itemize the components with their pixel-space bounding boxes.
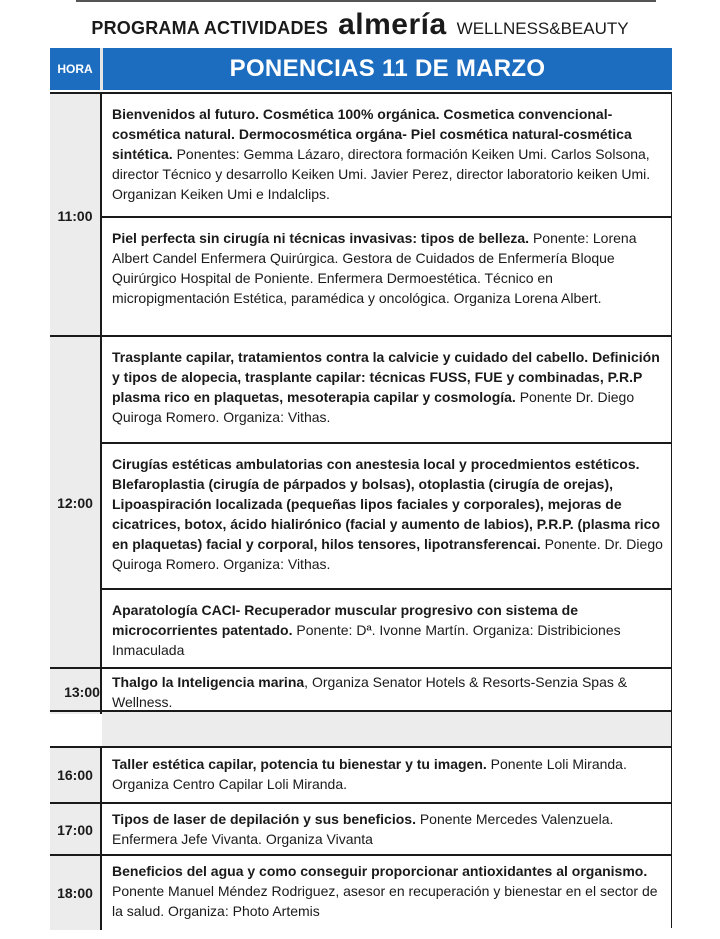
- session-title: Bienvenidos al futuro. Cosmética 100% orgánica. Cosmetica convencional-cosmética natural. Dermocosmética orgána- Piel cosmética natural-cosmética sintética.: [112, 106, 632, 162]
- session-list: [102, 94, 672, 337]
- session-title: Thalgo la Inteligencia marina: [112, 674, 305, 690]
- time-label: 16:00: [50, 748, 102, 802]
- time-slot-1200: [50, 335, 672, 669]
- session-details: Ponente Mercedes Valenzuela. Enfermera Jefe Vivanta. Organiza Vivanta: [112, 811, 614, 847]
- time-slot-1600: [50, 748, 672, 802]
- header-subtitle: WELLNESS&BEAUTY: [456, 19, 629, 38]
- session-details: Ponente Manuel Méndez Rodriguez, asesor en recuperación y bienestar en el sector de la salud. Organiza: Photo Artemis: [112, 883, 658, 919]
- session-details: Ponente: Dª. Ivonne Martín. Organiza: Distribiciones Inmaculada: [112, 622, 621, 658]
- top-rule: [76, 0, 656, 2]
- session-details: , Organiza Senator Hotels & Resorts-Senzia Spas & Wellness.: [112, 674, 628, 710]
- session-title: Aparatología CACI- Recuperador muscular progresivo con sistema de microcorrientes patentado.: [112, 602, 579, 638]
- time-slot-1700: [50, 802, 672, 856]
- session-details: Ponente: Lorena Albert Candel Enfermera Quirúrgica. Gestora de Cuidados de Enfermería Bloque Quirúrgico Hospital de Poniente. Enfermera Dermoestética. Técnico en micropigmentación Estética, paramédica y oncológica. Organiza Lorena Albert.: [112, 230, 637, 306]
- brand-logo: almería: [338, 8, 447, 41]
- session-list: [102, 337, 672, 669]
- session-item: [102, 94, 672, 218]
- time-slot-1300: [50, 667, 672, 714]
- session-title: Piel perfecta sin cirugía ni técnicas invasivas: tipos de belleza.: [112, 230, 530, 246]
- session-details: Ponente Dr. Diego Quiroga Romero. Organiza: Vithas.: [112, 389, 635, 425]
- session-item: [102, 669, 672, 712]
- session-details: Ponente Loli Miranda. Organiza Centro Capilar Loli Miranda.: [112, 756, 627, 792]
- session-item: [102, 804, 672, 854]
- session-details: Ponente. Dr. Diego Quiroga Romero. Organiza: Vithas.: [112, 536, 663, 572]
- time-label: 17:00: [50, 804, 102, 856]
- session-list: [102, 669, 672, 714]
- session-title: Cirugías estéticas ambulatorias con anestesia local y procedmientos estéticos. Blefaroplastia (cirugía de párpados y bolsas), otoplastia (cirugía de orejas), Lipoaspiración localizada (pequeñas lipos faciales y corporales), mejoras de cicatrices, botox, ácido hialirónico (facial y aumento de labios), P.R.P. (plasma rico en plaquetas) facial y corporal, hilos tensores, lipotransferencai.: [112, 456, 660, 552]
- session-title: Beneficios del agua y como conseguir proporcionar antioxidantes al organismo.: [112, 863, 648, 879]
- session-item: [102, 748, 672, 802]
- session-list: [102, 804, 672, 856]
- session-item: [102, 590, 672, 667]
- page-header: [0, 10, 720, 40]
- session-list: [102, 856, 672, 930]
- hora-column-header: HORA: [50, 48, 103, 90]
- empty-row: [102, 712, 672, 748]
- time-label: 18:00: [50, 856, 102, 930]
- session-title: Taller estética capilar, potencia tu bienestar y tu imagen.: [112, 756, 487, 772]
- header-program-label: PROGRAMA ACTIVIDADES: [91, 18, 329, 38]
- session-item: [102, 337, 672, 444]
- schedule-table: [50, 48, 672, 919]
- time-label: 13:00: [50, 669, 102, 714]
- session-item: [102, 444, 672, 590]
- schedule-title: PONENCIAS 11 DE MARZO: [103, 48, 672, 90]
- session-item: [102, 218, 672, 335]
- session-item: [102, 856, 672, 928]
- time-label: 11:00: [50, 94, 102, 337]
- session-list: [102, 748, 672, 802]
- time-slot-1800: [50, 854, 672, 930]
- time-slot-1100: [50, 92, 672, 337]
- session-details: Ponentes: Gemma Lázaro, directora formación Keiken Umi. Carlos Solsona, director Técnico y desarrollo Keiken Umi. Javier Perez, director laboratorio keiken Umi. Organizan Keiken Umi e Indalclips.: [112, 146, 651, 202]
- time-label: 12:00: [50, 337, 102, 669]
- schedule-band: [50, 48, 672, 90]
- session-title: Tipos de laser de depilación y sus beneficios.: [112, 811, 416, 827]
- session-title: Trasplante capilar, tratamientos contra la calvicie y cuidado del cabello. Definición y tipos de alopecia, trasplante capilar: técnicas FUSS, FUE y combinadas, P.R.P plasma rico en plaquetas, mesoterapia capilar y cosmología.: [112, 349, 660, 405]
